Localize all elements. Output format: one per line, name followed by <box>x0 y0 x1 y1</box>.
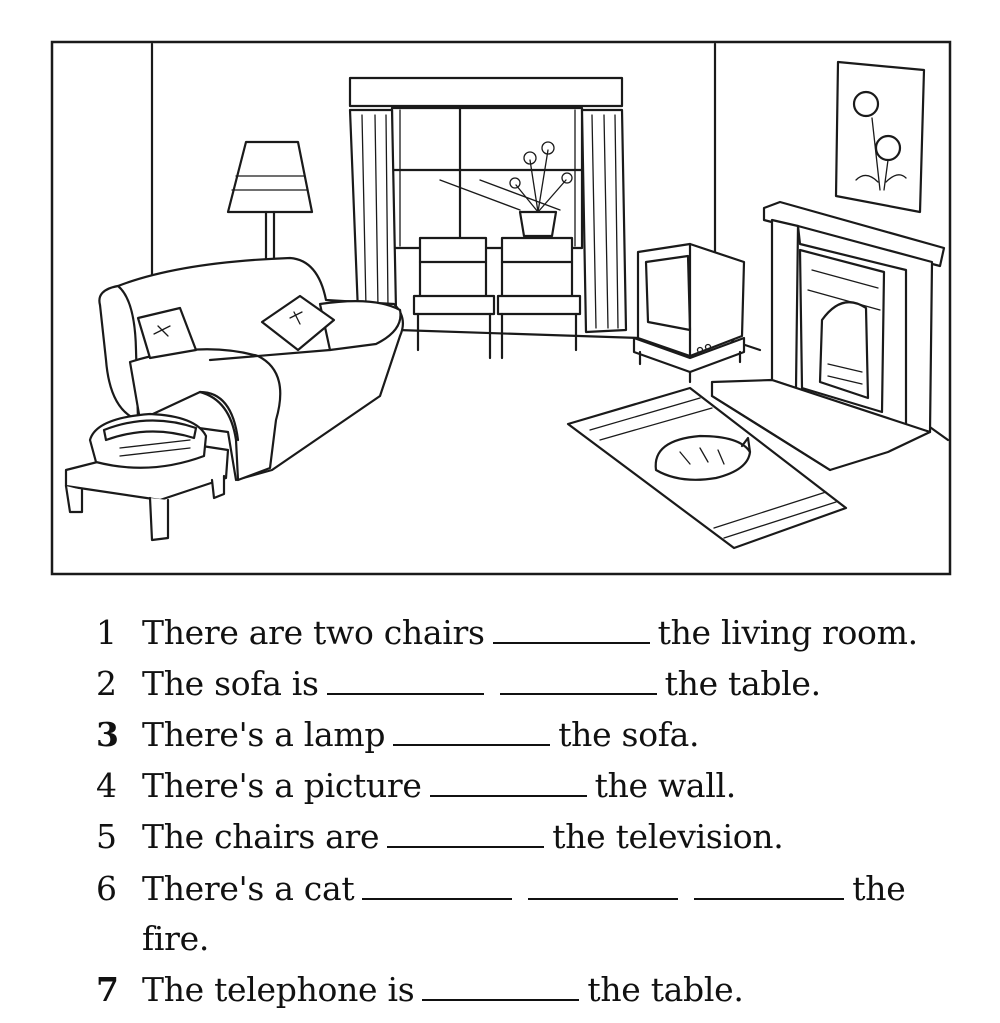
sentence-text: There's a lamp <box>142 715 386 754</box>
sentence-7 <box>96 969 744 1011</box>
sentence-3 <box>96 714 699 756</box>
answer-blank[interactable] <box>528 878 678 900</box>
answer-blank[interactable] <box>694 878 844 900</box>
answer-blank[interactable] <box>362 878 512 900</box>
sentence-text: The telephone is <box>142 970 415 1009</box>
sentence-number: 1 <box>96 613 117 652</box>
sentence-text: the living room. <box>657 613 918 652</box>
sentence-number: 5 <box>96 817 117 856</box>
sentence-number: 6 <box>96 869 117 908</box>
sentence-text: the <box>852 869 906 908</box>
sentence-text: There's a picture <box>142 766 422 805</box>
sentence-text: There's a cat <box>142 869 355 908</box>
sentence-text: the wall. <box>594 766 736 805</box>
sentence-text: There are two chairs <box>142 613 485 652</box>
answer-blank[interactable] <box>493 622 650 644</box>
wall-picture <box>836 62 924 212</box>
sentence-text: The chairs are <box>142 817 380 856</box>
sentence-text: the television. <box>552 817 784 856</box>
sentence-4 <box>96 765 736 807</box>
sentence-text: The sofa is <box>142 664 319 703</box>
sentence-number: 3 <box>96 715 119 754</box>
answer-blank[interactable] <box>500 673 657 695</box>
left-curtain <box>350 110 396 312</box>
answer-blank[interactable] <box>422 979 579 1001</box>
sentence-2 <box>96 663 821 705</box>
telephone <box>90 414 206 468</box>
sentence-6-continuation <box>142 918 209 960</box>
sentence-text: the table. <box>664 664 821 703</box>
sentence-number: 2 <box>96 664 117 703</box>
sentence-text: the sofa. <box>558 715 700 754</box>
sentence-number: 4 <box>96 766 117 805</box>
sentence-1 <box>96 612 918 654</box>
answer-blank[interactable] <box>327 673 484 695</box>
sentence-text: the table. <box>587 970 744 1009</box>
answer-blank[interactable] <box>393 724 550 746</box>
answer-blank[interactable] <box>430 775 587 797</box>
sentence-6 <box>96 868 905 910</box>
sentence-text: fire. <box>142 919 210 958</box>
answer-blank[interactable] <box>387 826 544 848</box>
right-curtain <box>582 110 626 332</box>
sentence-5 <box>96 816 783 858</box>
sentence-number: 7 <box>96 970 119 1009</box>
